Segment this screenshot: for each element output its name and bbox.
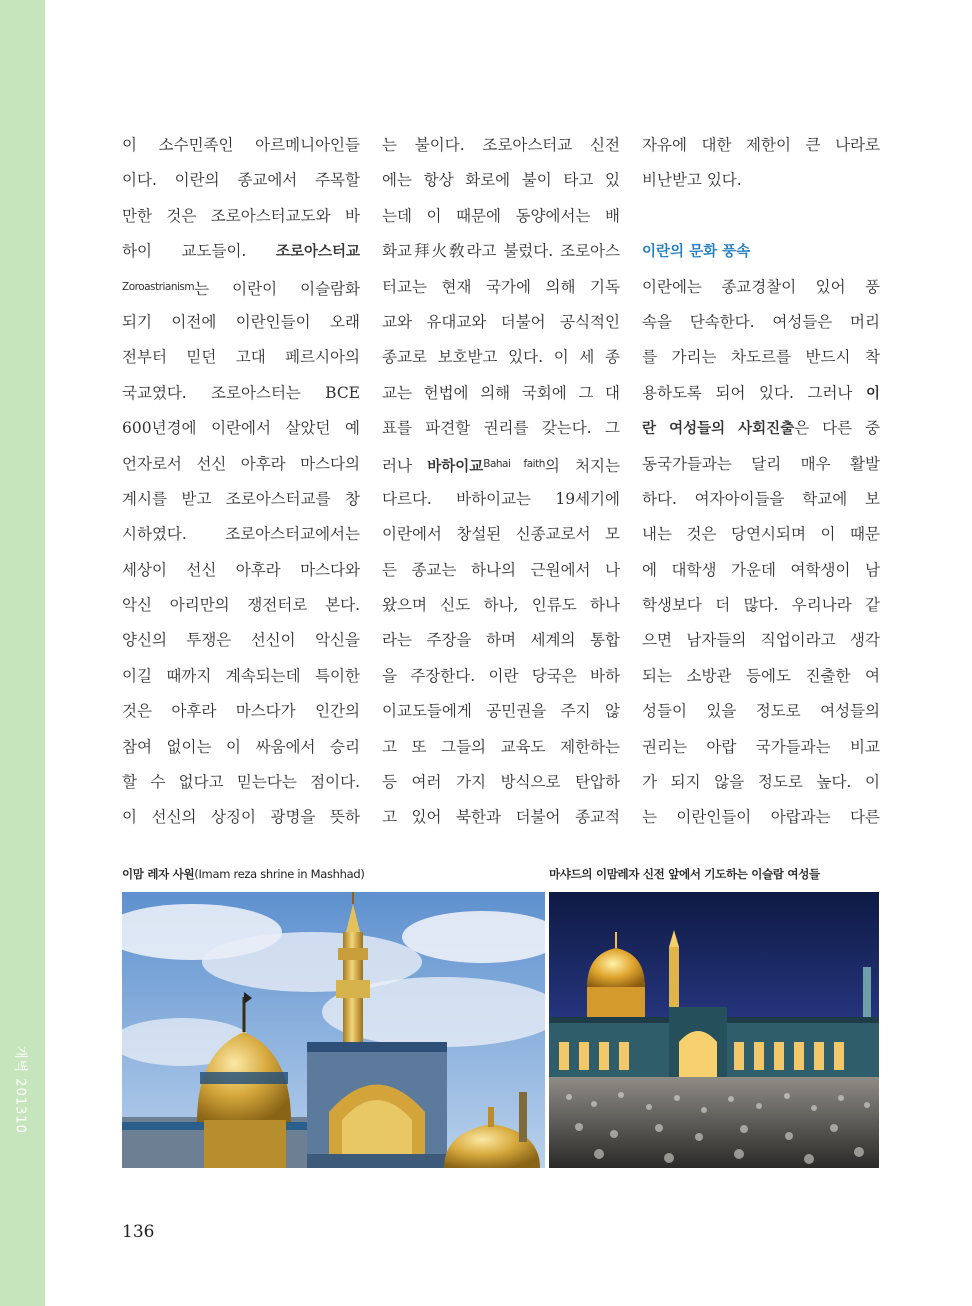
text-line: 자유에 대한 제한이 큰 나라로 bbox=[642, 136, 880, 154]
term-annotation: Zoroastrianism bbox=[122, 280, 195, 293]
text-line: 하다. 여자아이들을 학교에 보 bbox=[642, 489, 880, 508]
text-line: 동국가들과는 달리 매우 활발 bbox=[642, 454, 880, 473]
text-line: 는 불이다. 조로아스터교 신전 bbox=[382, 136, 620, 154]
text-line: 권리는 아랍 국가들과는 비교 bbox=[642, 737, 880, 756]
text-line: 등 여러 가지 방식으로 탄압하 bbox=[382, 773, 620, 792]
text-line: 600년경에 이란에서 살았던 예 bbox=[122, 419, 360, 438]
text-line: 을 주장한다. 이란 당국은 바하 bbox=[382, 666, 620, 685]
text-line: 되는 소방관 등에도 진출한 여 bbox=[642, 666, 880, 685]
bold-term: 란 여성들의 사회진출 bbox=[642, 421, 795, 438]
text-line: 양신의 투쟁은 선신이 악신을 bbox=[122, 631, 360, 650]
text-line: 시하였다. 조로아스터교에서는 bbox=[122, 525, 360, 544]
text-line: 이교도들에게 공민권을 주지 않 bbox=[382, 702, 620, 721]
caption-left-subtitle: (Imam reza shrine in Mashhad) bbox=[194, 867, 365, 881]
bold-term: 조로아스터교 bbox=[275, 244, 360, 261]
text-line: 이 소수민족인 아르메니아인들 bbox=[122, 136, 360, 154]
text-line: 란 여성들의 사회진출은 다른 중 bbox=[642, 419, 880, 438]
text-line: 성들이 있을 정도로 여성들의 bbox=[642, 702, 880, 721]
text-line: 세상이 선신 아후라 마스다와 bbox=[122, 560, 360, 579]
text-column-3 bbox=[642, 128, 880, 836]
section-heading: 이란의 문화 풍속 bbox=[642, 244, 751, 261]
text-line: 이 선신의 상징이 광명을 뜻하 bbox=[122, 808, 360, 827]
text-column-1 bbox=[122, 128, 360, 836]
text-line: 악신 아리만의 쟁전터로 본다. bbox=[122, 596, 360, 615]
text-line: 왔으며 신도 하나, 인류도 하나 bbox=[382, 596, 620, 615]
text-line: 이란에서 창설된 신종교로서 모 bbox=[382, 525, 620, 544]
text-line: 비난받고 있다. bbox=[642, 171, 742, 190]
text-line: 가 되지 않을 정도로 높다. 이 bbox=[642, 773, 880, 792]
text-line: 는 이란인들이 아랍과는 다른 bbox=[642, 808, 880, 827]
bold-term: 바하이교 bbox=[427, 458, 484, 475]
shrine-day-photo bbox=[122, 892, 545, 1168]
text-line: 에는 항상 화로에 불이 타고 있 bbox=[382, 171, 620, 190]
text-line: 언자로서 선신 아후라 마스다의 bbox=[122, 454, 360, 473]
text-line: 이다. 이란의 종교에서 주목할 bbox=[122, 171, 360, 190]
text-line: 내는 것은 당연시되며 이 때문 bbox=[642, 525, 880, 544]
text-line: 러나 바하이교$^{Bahai faith}$의 처지는 bbox=[382, 456, 620, 475]
text-line: 되기 이전에 이란인들이 오래 bbox=[122, 312, 360, 331]
paragraph-gap bbox=[642, 199, 880, 234]
text-line: 이란에는 종교경찰이 있어 풍 bbox=[642, 277, 880, 296]
text-line: 종교로 보호받고 있다. 이 세 종 bbox=[382, 348, 620, 367]
text-line: 하이 교도들이. 조로아스터교 bbox=[122, 242, 360, 261]
text-line: 만한 것은 조로아스터교도와 바 bbox=[122, 206, 360, 225]
text-line: 표를 파견할 권리를 갖는다. 그 bbox=[382, 419, 620, 438]
text-line: 할 수 없다고 믿는다는 점이다. bbox=[122, 773, 360, 792]
caption-left-title: 이맘 레자 사원 bbox=[122, 867, 195, 881]
text-column-2 bbox=[382, 128, 620, 836]
text-line: 국교였다. 조로아스터는 BCE bbox=[122, 383, 360, 402]
term-annotation: Bahai faith bbox=[483, 457, 545, 470]
text-line bbox=[642, 234, 880, 269]
photo-caption-right: 마샤드의 이맘레자 신전 앞에서 기도하는 이슬람 여성들 bbox=[549, 867, 820, 881]
text-line: 학생보다 더 많다. 우리나라 같 bbox=[642, 596, 880, 615]
text-line: 든 종교는 하나의 근원에서 나 bbox=[382, 560, 620, 579]
text-line: 참여 없이는 이 싸움에서 승리 bbox=[122, 737, 360, 756]
magazine-issue-label: 개벽 201310 bbox=[12, 1046, 28, 1134]
text-line: $^{Zoroastrianism}$는 이란이 이슬람화 bbox=[122, 279, 360, 298]
text-line: 다르다. 바하이교는 19세기에 bbox=[382, 489, 620, 508]
bold-term: 이 bbox=[865, 385, 880, 402]
prayer-night-photo bbox=[549, 892, 879, 1168]
page-number: 136 bbox=[122, 1222, 155, 1242]
sidebar-strip bbox=[0, 0, 45, 1306]
text-line: 는데 이 때문에 동양에서는 배 bbox=[382, 206, 620, 225]
text-line: 용하도록 되어 있다. 그러나 이 bbox=[642, 383, 880, 402]
text-line: 교와 유대교와 더불어 공식적인 bbox=[382, 312, 620, 331]
text-line: 계시를 받고 조로아스터교를 창 bbox=[122, 489, 360, 508]
text-line: 고 또 그들의 교육도 제한하는 bbox=[382, 737, 620, 756]
text-line: 교는 헌법에 의해 국회에 그 대 bbox=[382, 383, 620, 402]
text-line: 이길 때까지 계속되는데 특이한 bbox=[122, 666, 360, 685]
text-line: 전부터 믿던 고대 페르시아의 bbox=[122, 348, 360, 367]
text-line: 화교拜火敎라고 불렀다. 조로아스 bbox=[382, 242, 620, 261]
text-line: 고 있어 북한과 더불어 종교적 bbox=[382, 808, 620, 827]
photo-caption-left bbox=[122, 866, 365, 882]
text-line: 속을 단속한다. 여성들은 머리 bbox=[642, 312, 880, 331]
text-line: 것은 아후라 마스다가 인간의 bbox=[122, 702, 360, 721]
text-line: 터교는 현재 국가에 의해 기독 bbox=[382, 277, 620, 296]
text-line: 를 가리는 차도르를 반드시 착 bbox=[642, 348, 880, 367]
text-line: 에 대학생 가운데 여학생이 남 bbox=[642, 560, 880, 579]
text-line: 라는 주장을 하며 세계의 통합 bbox=[382, 631, 620, 650]
text-line: 으면 남자들의 직업이라고 생각 bbox=[642, 631, 880, 650]
